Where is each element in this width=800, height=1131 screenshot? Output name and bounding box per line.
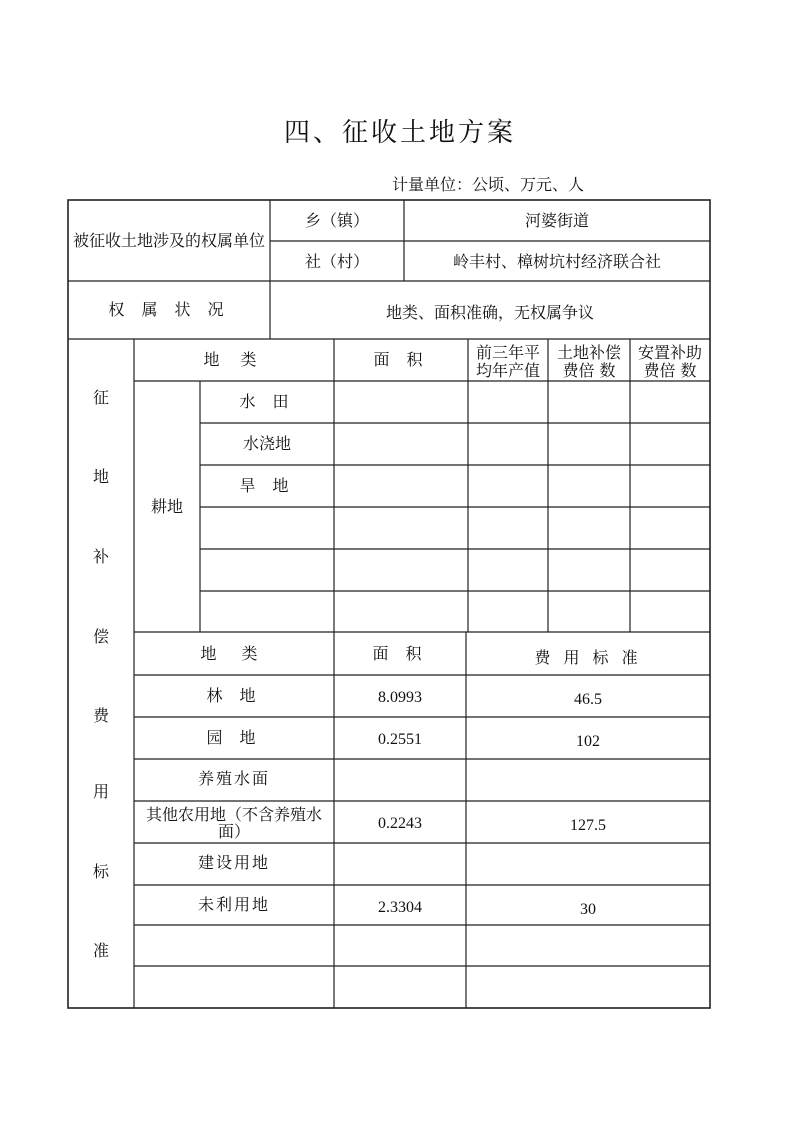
farm-row-type: 旱 地 <box>239 476 295 495</box>
farm-row-type: 水浇地 <box>242 434 291 453</box>
row-area: 8.0993 <box>378 689 422 706</box>
header-avg-output-line1: 前三年平 <box>475 343 540 362</box>
row-standard: 102 <box>576 733 600 750</box>
header2-area: 面 积 <box>372 644 428 663</box>
farmland-label: 耕地 <box>150 497 183 516</box>
town-value: 河婆街道 <box>524 211 589 230</box>
side-char: 用 <box>92 782 109 801</box>
header2-fee-standard: 费 用 标 准 <box>534 648 642 667</box>
row-type: 建设用地 <box>197 853 270 872</box>
village-label: 社（村） <box>304 252 369 271</box>
side-char: 费 <box>92 706 109 725</box>
row-standard: 46.5 <box>574 691 602 708</box>
owner-label: 被征收土地涉及的权属单位 <box>72 231 265 250</box>
farm-row-type: 水 田 <box>239 392 295 411</box>
header-resettlement-line1: 安置补助 <box>637 343 702 362</box>
town-label: 乡（镇） <box>304 211 369 230</box>
row-area: 2.3304 <box>378 899 422 916</box>
header-avg-output-line2: 均年产值 <box>475 361 540 380</box>
measurement-unit: 计量单位：公顷、万元、人 <box>392 175 585 194</box>
row-standard: 30 <box>580 901 596 918</box>
header2-land-type: 地 类 <box>200 644 268 663</box>
row-type: 林 地 <box>206 686 262 705</box>
row-type-line2: 面） <box>217 822 250 841</box>
side-char: 偿 <box>92 627 109 646</box>
ownership-status-label: 权 属 状 况 <box>108 300 230 319</box>
side-char: 地 <box>92 467 109 486</box>
row-standard: 127.5 <box>570 817 606 834</box>
row-type: 养殖水面 <box>197 769 270 788</box>
row-area: 0.2243 <box>378 815 422 832</box>
row-type: 园 地 <box>206 728 262 747</box>
header-resettlement-line2: 费倍 数 <box>643 361 697 380</box>
village-value: 岭丰村、樟树坑村经济联合社 <box>452 252 661 271</box>
header-land-compensation-line1: 土地补偿 <box>556 343 621 362</box>
ownership-status-value: 地类、面积准确，无权属争议 <box>385 303 594 322</box>
side-char: 补 <box>92 547 109 566</box>
page-title: 四、征收土地方案 <box>283 118 516 148</box>
row-area: 0.2551 <box>378 731 422 748</box>
header-land-type: 地 类 <box>203 350 265 369</box>
side-char: 准 <box>92 941 109 960</box>
header-land-compensation-line2: 费倍 数 <box>562 361 616 380</box>
side-char: 标 <box>92 862 109 881</box>
row-type-line1: 其他农用地（不含养殖水 <box>145 805 322 824</box>
header-area: 面 积 <box>373 350 429 369</box>
side-char: 征 <box>92 388 109 407</box>
row-type: 未利用地 <box>197 895 270 914</box>
